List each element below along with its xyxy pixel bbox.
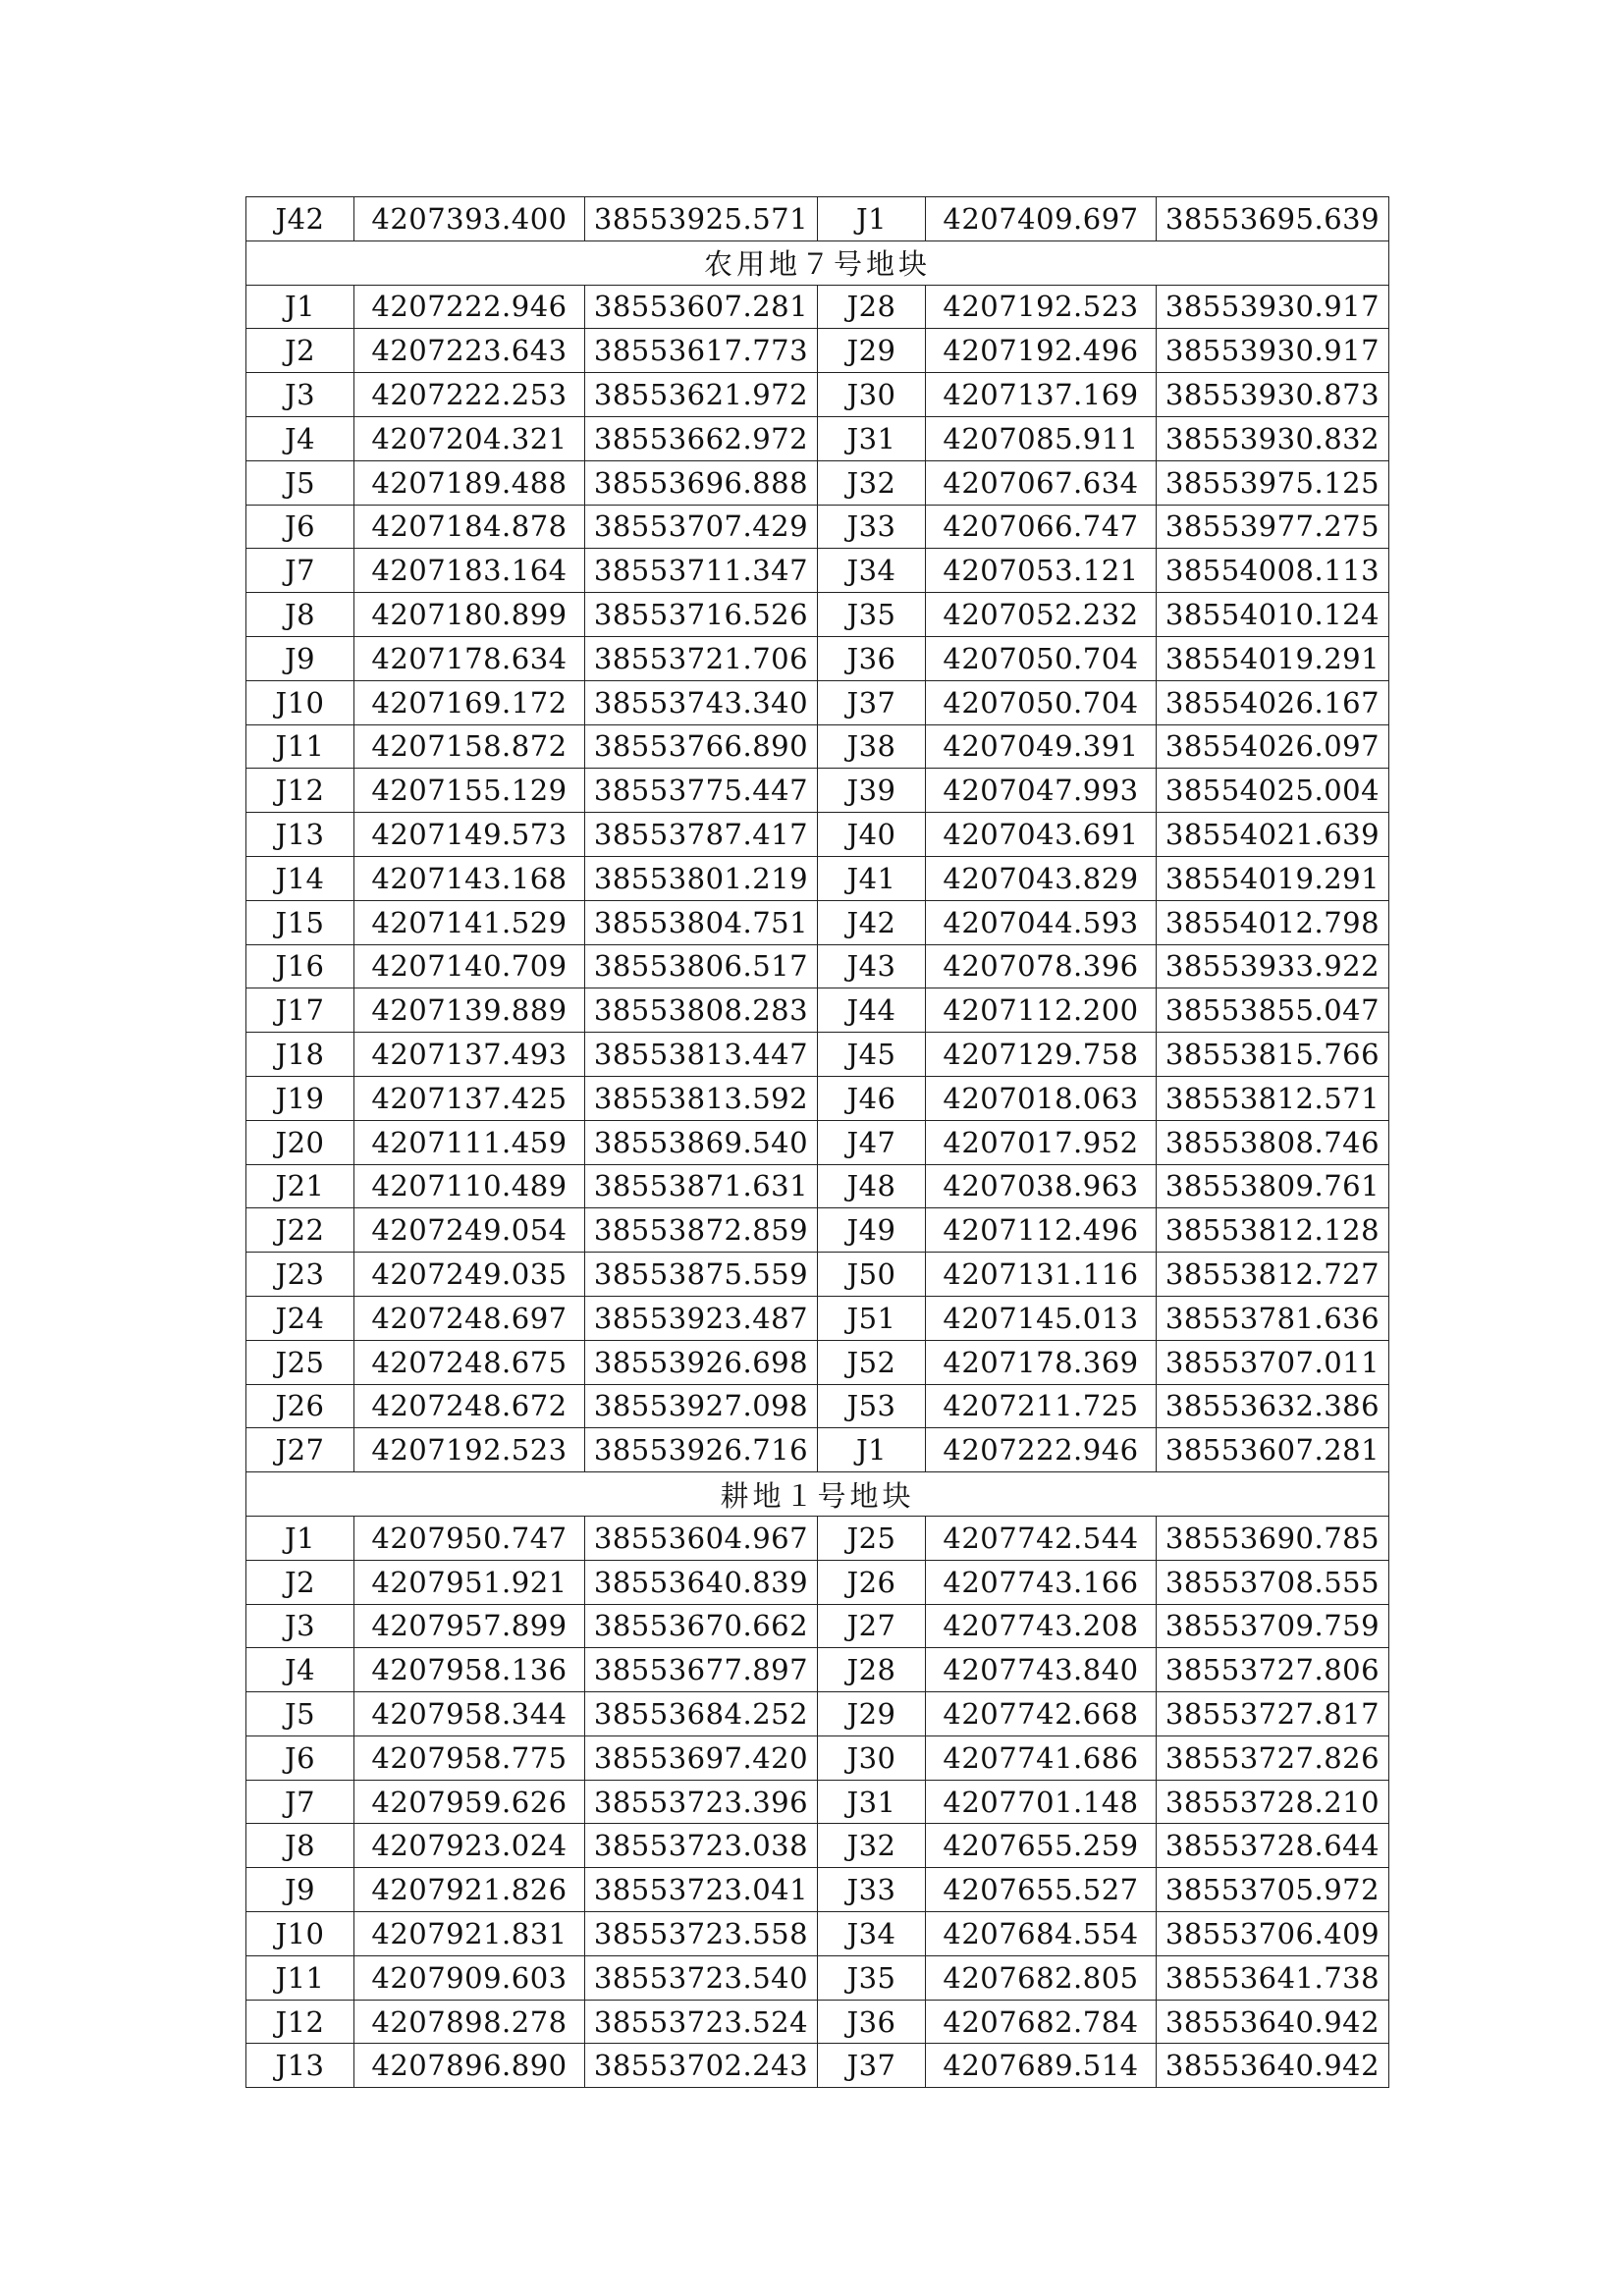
y-coordinate-cell: 38553801.219: [585, 856, 818, 900]
point-id-cell: J12: [246, 2000, 354, 2044]
y-coordinate-cell: 38553869.540: [585, 1120, 818, 1164]
x-coordinate-cell: 4207393.400: [354, 197, 585, 241]
point-id-cell: J6: [246, 505, 354, 549]
point-id-cell: J43: [818, 944, 926, 988]
point-id-cell: J45: [818, 1033, 926, 1077]
y-coordinate-cell: 38553781.636: [1157, 1296, 1389, 1340]
x-coordinate-cell: 4207112.496: [926, 1208, 1157, 1253]
x-coordinate-cell: 4207958.775: [354, 1735, 585, 1780]
y-coordinate-cell: 38553775.447: [585, 769, 818, 813]
x-coordinate-cell: 4207178.634: [354, 636, 585, 680]
point-id-cell: J25: [246, 1340, 354, 1384]
x-coordinate-cell: 4207741.686: [926, 1735, 1157, 1780]
y-coordinate-cell: 38553690.785: [1157, 1516, 1389, 1560]
table-row: [246, 1735, 1389, 1780]
y-coordinate-cell: 38553708.555: [1157, 1560, 1389, 1604]
point-id-cell: J1: [818, 1428, 926, 1472]
x-coordinate-cell: 4207682.805: [926, 1955, 1157, 2000]
table-row: [246, 1296, 1389, 1340]
y-coordinate-cell: 38553806.517: [585, 944, 818, 988]
x-coordinate-cell: 4207050.704: [926, 636, 1157, 680]
y-coordinate-cell: 38553707.429: [585, 505, 818, 549]
table-row: [246, 1033, 1389, 1077]
y-coordinate-cell: 38553640.942: [1157, 2044, 1389, 2088]
x-coordinate-cell: 4207017.952: [926, 1120, 1157, 1164]
x-coordinate-cell: 4207180.899: [354, 593, 585, 637]
point-id-cell: J37: [818, 680, 926, 724]
y-coordinate-cell: 38553702.243: [585, 2044, 818, 2088]
table-row: [246, 2044, 1389, 2088]
point-id-cell: J53: [818, 1384, 926, 1428]
x-coordinate-cell: 4207137.169: [926, 373, 1157, 417]
x-coordinate-cell: 4207110.489: [354, 1164, 585, 1208]
x-coordinate-cell: 4207921.826: [354, 1868, 585, 1912]
point-id-cell: J38: [818, 724, 926, 769]
y-coordinate-cell: 38553716.526: [585, 593, 818, 637]
point-id-cell: J7: [246, 549, 354, 593]
y-coordinate-cell: 38553707.011: [1157, 1340, 1389, 1384]
y-coordinate-cell: 38553813.447: [585, 1033, 818, 1077]
x-coordinate-cell: 4207921.831: [354, 1912, 585, 1956]
y-coordinate-cell: 38553930.873: [1157, 373, 1389, 417]
x-coordinate-cell: 4207959.626: [354, 1780, 585, 1824]
x-coordinate-cell: 4207249.054: [354, 1208, 585, 1253]
y-coordinate-cell: 38553607.281: [585, 285, 818, 329]
point-id-cell: J39: [818, 769, 926, 813]
point-id-cell: J7: [246, 1780, 354, 1824]
table-row: [246, 680, 1389, 724]
table-row: [246, 1912, 1389, 1956]
point-id-cell: J21: [246, 1164, 354, 1208]
x-coordinate-cell: 4207222.946: [354, 285, 585, 329]
y-coordinate-cell: 38553766.890: [585, 724, 818, 769]
table-row: [246, 416, 1389, 460]
y-coordinate-cell: 38553812.128: [1157, 1208, 1389, 1253]
x-coordinate-cell: 4207743.840: [926, 1648, 1157, 1692]
y-coordinate-cell: 38553743.340: [585, 680, 818, 724]
table-row: [246, 460, 1389, 505]
point-id-cell: J4: [246, 1648, 354, 1692]
y-coordinate-cell: 38553930.917: [1157, 285, 1389, 329]
y-coordinate-cell: 38553723.038: [585, 1824, 818, 1868]
y-coordinate-cell: 38553727.826: [1157, 1735, 1389, 1780]
y-coordinate-cell: 38553926.716: [585, 1428, 818, 1472]
point-id-cell: J11: [246, 1955, 354, 2000]
point-id-cell: J25: [818, 1516, 926, 1560]
point-id-cell: J30: [818, 1735, 926, 1780]
point-id-cell: J19: [246, 1076, 354, 1120]
point-id-cell: J1: [818, 197, 926, 241]
y-coordinate-cell: 38553723.396: [585, 1780, 818, 1824]
point-id-cell: J13: [246, 813, 354, 857]
point-id-cell: J47: [818, 1120, 926, 1164]
y-coordinate-cell: 38553728.644: [1157, 1824, 1389, 1868]
x-coordinate-cell: 4207143.168: [354, 856, 585, 900]
x-coordinate-cell: 4207950.747: [354, 1516, 585, 1560]
y-coordinate-cell: 38553930.917: [1157, 329, 1389, 373]
y-coordinate-cell: 38553815.766: [1157, 1033, 1389, 1077]
point-id-cell: J14: [246, 856, 354, 900]
x-coordinate-cell: 4207655.259: [926, 1824, 1157, 1868]
table-row: [246, 1076, 1389, 1120]
y-coordinate-cell: 38553695.639: [1157, 197, 1389, 241]
y-coordinate-cell: 38553927.098: [585, 1384, 818, 1428]
x-coordinate-cell: 4207958.344: [354, 1692, 585, 1736]
point-id-cell: J48: [818, 1164, 926, 1208]
y-coordinate-cell: 38553670.662: [585, 1604, 818, 1648]
y-coordinate-cell: 38553728.210: [1157, 1780, 1389, 1824]
table-row: [246, 724, 1389, 769]
point-id-cell: J32: [818, 1824, 926, 1868]
point-id-cell: J24: [246, 1296, 354, 1340]
table-row: [246, 549, 1389, 593]
y-coordinate-cell: 38553723.524: [585, 2000, 818, 2044]
y-coordinate-cell: 38553723.558: [585, 1912, 818, 1956]
y-coordinate-cell: 38553677.897: [585, 1648, 818, 1692]
table-row: [246, 1868, 1389, 1912]
x-coordinate-cell: 4207018.063: [926, 1076, 1157, 1120]
x-coordinate-cell: 4207145.013: [926, 1296, 1157, 1340]
point-id-cell: J31: [818, 1780, 926, 1824]
y-coordinate-cell: 38553923.487: [585, 1296, 818, 1340]
section-title: 耕地１号地块: [246, 1472, 1389, 1517]
point-id-cell: J35: [818, 593, 926, 637]
point-id-cell: J40: [818, 813, 926, 857]
y-coordinate-cell: 38553808.746: [1157, 1120, 1389, 1164]
point-id-cell: J27: [818, 1604, 926, 1648]
x-coordinate-cell: 4207223.643: [354, 329, 585, 373]
point-id-cell: J5: [246, 460, 354, 505]
point-id-cell: J9: [246, 1868, 354, 1912]
y-coordinate-cell: 38553855.047: [1157, 988, 1389, 1033]
x-coordinate-cell: 4207038.963: [926, 1164, 1157, 1208]
x-coordinate-cell: 4207211.725: [926, 1384, 1157, 1428]
y-coordinate-cell: 38553696.888: [585, 460, 818, 505]
x-coordinate-cell: 4207192.496: [926, 329, 1157, 373]
x-coordinate-cell: 4207050.704: [926, 680, 1157, 724]
y-coordinate-cell: 38553875.559: [585, 1253, 818, 1297]
point-id-cell: J28: [818, 1648, 926, 1692]
y-coordinate-cell: 38553709.759: [1157, 1604, 1389, 1648]
coordinate-table-body: [246, 197, 1389, 2088]
x-coordinate-cell: 4207898.278: [354, 2000, 585, 2044]
x-coordinate-cell: 4207111.459: [354, 1120, 585, 1164]
point-id-cell: J46: [818, 1076, 926, 1120]
x-coordinate-cell: 4207112.200: [926, 988, 1157, 1033]
point-id-cell: J31: [818, 416, 926, 460]
table-row: [246, 1208, 1389, 1253]
y-coordinate-cell: 38553727.817: [1157, 1692, 1389, 1736]
x-coordinate-cell: 4207078.396: [926, 944, 1157, 988]
point-id-cell: J42: [818, 900, 926, 944]
x-coordinate-cell: 4207066.747: [926, 505, 1157, 549]
x-coordinate-cell: 4207140.709: [354, 944, 585, 988]
x-coordinate-cell: 4207129.758: [926, 1033, 1157, 1077]
y-coordinate-cell: 38553617.773: [585, 329, 818, 373]
y-coordinate-cell: 38553706.409: [1157, 1912, 1389, 1956]
point-id-cell: J26: [246, 1384, 354, 1428]
table-row: [246, 856, 1389, 900]
y-coordinate-cell: 38553662.972: [585, 416, 818, 460]
point-id-cell: J2: [246, 329, 354, 373]
point-id-cell: J4: [246, 416, 354, 460]
y-coordinate-cell: 38553977.275: [1157, 505, 1389, 549]
x-coordinate-cell: 4207131.116: [926, 1253, 1157, 1297]
point-id-cell: J23: [246, 1253, 354, 1297]
point-id-cell: J22: [246, 1208, 354, 1253]
x-coordinate-cell: 4207689.514: [926, 2044, 1157, 2088]
x-coordinate-cell: 4207222.253: [354, 373, 585, 417]
table-row: [246, 1692, 1389, 1736]
y-coordinate-cell: 38554026.167: [1157, 680, 1389, 724]
point-id-cell: J32: [818, 460, 926, 505]
table-row: [246, 1955, 1389, 2000]
point-id-cell: J41: [818, 856, 926, 900]
y-coordinate-cell: 38553926.698: [585, 1340, 818, 1384]
table-row: [246, 1604, 1389, 1648]
y-coordinate-cell: 38553813.592: [585, 1076, 818, 1120]
point-id-cell: J49: [818, 1208, 926, 1253]
x-coordinate-cell: 4207742.544: [926, 1516, 1157, 1560]
y-coordinate-cell: 38554019.291: [1157, 856, 1389, 900]
y-coordinate-cell: 38553808.283: [585, 988, 818, 1033]
table-row: [246, 636, 1389, 680]
point-id-cell: J1: [246, 285, 354, 329]
y-coordinate-cell: 38553697.420: [585, 1735, 818, 1780]
x-coordinate-cell: 4207044.593: [926, 900, 1157, 944]
x-coordinate-cell: 4207169.172: [354, 680, 585, 724]
x-coordinate-cell: 4207409.697: [926, 197, 1157, 241]
x-coordinate-cell: 4207682.784: [926, 2000, 1157, 2044]
x-coordinate-cell: 4207052.232: [926, 593, 1157, 637]
point-id-cell: J13: [246, 2044, 354, 2088]
point-id-cell: J3: [246, 373, 354, 417]
x-coordinate-cell: 4207049.391: [926, 724, 1157, 769]
x-coordinate-cell: 4207248.672: [354, 1384, 585, 1428]
table-row: [246, 197, 1389, 241]
y-coordinate-cell: 38553812.571: [1157, 1076, 1389, 1120]
table-row: [246, 505, 1389, 549]
point-id-cell: J17: [246, 988, 354, 1033]
point-id-cell: J27: [246, 1428, 354, 1472]
x-coordinate-cell: 4207701.148: [926, 1780, 1157, 1824]
point-id-cell: J15: [246, 900, 354, 944]
y-coordinate-cell: 38553705.972: [1157, 1868, 1389, 1912]
x-coordinate-cell: 4207248.697: [354, 1296, 585, 1340]
y-coordinate-cell: 38554010.124: [1157, 593, 1389, 637]
x-coordinate-cell: 4207951.921: [354, 1560, 585, 1604]
y-coordinate-cell: 38553621.972: [585, 373, 818, 417]
x-coordinate-cell: 4207192.523: [354, 1428, 585, 1472]
table-row: [246, 593, 1389, 637]
point-id-cell: J8: [246, 593, 354, 637]
x-coordinate-cell: 4207137.425: [354, 1076, 585, 1120]
y-coordinate-cell: 38553975.125: [1157, 460, 1389, 505]
y-coordinate-cell: 38553812.727: [1157, 1253, 1389, 1297]
point-id-cell: J34: [818, 1912, 926, 1956]
y-coordinate-cell: 38553809.761: [1157, 1164, 1389, 1208]
x-coordinate-cell: 4207743.166: [926, 1560, 1157, 1604]
y-coordinate-cell: 38553641.738: [1157, 1955, 1389, 2000]
point-id-cell: J11: [246, 724, 354, 769]
point-id-cell: J42: [246, 197, 354, 241]
table-row: [246, 2000, 1389, 2044]
x-coordinate-cell: 4207158.872: [354, 724, 585, 769]
y-coordinate-cell: 38554019.291: [1157, 636, 1389, 680]
table-row: [246, 1164, 1389, 1208]
y-coordinate-cell: 38553872.859: [585, 1208, 818, 1253]
y-coordinate-cell: 38554025.004: [1157, 769, 1389, 813]
point-id-cell: J28: [818, 285, 926, 329]
section-title: 农用地７号地块: [246, 240, 1389, 285]
x-coordinate-cell: 4207178.369: [926, 1340, 1157, 1384]
point-id-cell: J35: [818, 1955, 926, 2000]
y-coordinate-cell: 38554026.097: [1157, 724, 1389, 769]
table-row: [246, 813, 1389, 857]
x-coordinate-cell: 4207204.321: [354, 416, 585, 460]
x-coordinate-cell: 4207085.911: [926, 416, 1157, 460]
table-row: [246, 1516, 1389, 1560]
point-id-cell: J33: [818, 1868, 926, 1912]
y-coordinate-cell: 38553604.967: [585, 1516, 818, 1560]
table-row: [246, 329, 1389, 373]
point-id-cell: J3: [246, 1604, 354, 1648]
point-id-cell: J36: [818, 636, 926, 680]
y-coordinate-cell: 38554021.639: [1157, 813, 1389, 857]
table-row: [246, 1824, 1389, 1868]
point-id-cell: J34: [818, 549, 926, 593]
x-coordinate-cell: 4207743.208: [926, 1604, 1157, 1648]
x-coordinate-cell: 4207137.493: [354, 1033, 585, 1077]
point-id-cell: J52: [818, 1340, 926, 1384]
y-coordinate-cell: 38553933.922: [1157, 944, 1389, 988]
x-coordinate-cell: 4207742.668: [926, 1692, 1157, 1736]
x-coordinate-cell: 4207149.573: [354, 813, 585, 857]
x-coordinate-cell: 4207896.890: [354, 2044, 585, 2088]
y-coordinate-cell: 38553711.347: [585, 549, 818, 593]
x-coordinate-cell: 4207139.889: [354, 988, 585, 1033]
point-id-cell: J29: [818, 329, 926, 373]
x-coordinate-cell: 4207655.527: [926, 1868, 1157, 1912]
point-id-cell: J20: [246, 1120, 354, 1164]
point-id-cell: J51: [818, 1296, 926, 1340]
table-row: [246, 373, 1389, 417]
table-row: [246, 1120, 1389, 1164]
x-coordinate-cell: 4207183.164: [354, 549, 585, 593]
point-id-cell: J26: [818, 1560, 926, 1604]
point-id-cell: J2: [246, 1560, 354, 1604]
point-id-cell: J30: [818, 373, 926, 417]
table-row: [246, 944, 1389, 988]
table-row: [246, 988, 1389, 1033]
x-coordinate-cell: 4207043.829: [926, 856, 1157, 900]
point-id-cell: J36: [818, 2000, 926, 2044]
y-coordinate-cell: 38553871.631: [585, 1164, 818, 1208]
section-row: [246, 1472, 1389, 1517]
table-row: [246, 1780, 1389, 1824]
y-coordinate-cell: 38553804.751: [585, 900, 818, 944]
y-coordinate-cell: 38553632.386: [1157, 1384, 1389, 1428]
x-coordinate-cell: 4207909.603: [354, 1955, 585, 2000]
section-row: [246, 240, 1389, 285]
x-coordinate-cell: 4207684.554: [926, 1912, 1157, 1956]
point-id-cell: J12: [246, 769, 354, 813]
y-coordinate-cell: 38553721.706: [585, 636, 818, 680]
table-row: [246, 1648, 1389, 1692]
y-coordinate-cell: 38554008.113: [1157, 549, 1389, 593]
y-coordinate-cell: 38554012.798: [1157, 900, 1389, 944]
point-id-cell: J33: [818, 505, 926, 549]
x-coordinate-cell: 4207043.691: [926, 813, 1157, 857]
y-coordinate-cell: 38553640.942: [1157, 2000, 1389, 2044]
y-coordinate-cell: 38553607.281: [1157, 1428, 1389, 1472]
x-coordinate-cell: 4207957.899: [354, 1604, 585, 1648]
y-coordinate-cell: 38553787.417: [585, 813, 818, 857]
point-id-cell: J9: [246, 636, 354, 680]
point-id-cell: J5: [246, 1692, 354, 1736]
x-coordinate-cell: 4207248.675: [354, 1340, 585, 1384]
table-row: [246, 1560, 1389, 1604]
point-id-cell: J44: [818, 988, 926, 1033]
table-row: [246, 900, 1389, 944]
x-coordinate-cell: 4207141.529: [354, 900, 585, 944]
table-row: [246, 285, 1389, 329]
point-id-cell: J10: [246, 1912, 354, 1956]
point-id-cell: J16: [246, 944, 354, 988]
point-id-cell: J18: [246, 1033, 354, 1077]
x-coordinate-cell: 4207189.488: [354, 460, 585, 505]
table-row: [246, 1253, 1389, 1297]
x-coordinate-cell: 4207155.129: [354, 769, 585, 813]
y-coordinate-cell: 38553930.832: [1157, 416, 1389, 460]
x-coordinate-cell: 4207047.993: [926, 769, 1157, 813]
y-coordinate-cell: 38553640.839: [585, 1560, 818, 1604]
x-coordinate-cell: 4207184.878: [354, 505, 585, 549]
y-coordinate-cell: 38553723.041: [585, 1868, 818, 1912]
y-coordinate-cell: 38553684.252: [585, 1692, 818, 1736]
point-id-cell: J8: [246, 1824, 354, 1868]
point-id-cell: J37: [818, 2044, 926, 2088]
point-id-cell: J10: [246, 680, 354, 724]
table-row: [246, 1428, 1389, 1472]
point-id-cell: J6: [246, 1735, 354, 1780]
x-coordinate-cell: 4207958.136: [354, 1648, 585, 1692]
table-row: [246, 1340, 1389, 1384]
y-coordinate-cell: 38553925.571: [585, 197, 818, 241]
x-coordinate-cell: 4207222.946: [926, 1428, 1157, 1472]
point-id-cell: J29: [818, 1692, 926, 1736]
y-coordinate-cell: 38553727.806: [1157, 1648, 1389, 1692]
table-row: [246, 1384, 1389, 1428]
point-id-cell: J1: [246, 1516, 354, 1560]
x-coordinate-cell: 4207249.035: [354, 1253, 585, 1297]
y-coordinate-cell: 38553723.540: [585, 1955, 818, 2000]
x-coordinate-cell: 4207192.523: [926, 285, 1157, 329]
point-id-cell: J50: [818, 1253, 926, 1297]
x-coordinate-cell: 4207053.121: [926, 549, 1157, 593]
coordinate-table: [245, 196, 1389, 2088]
table-row: [246, 769, 1389, 813]
x-coordinate-cell: 4207067.634: [926, 460, 1157, 505]
x-coordinate-cell: 4207923.024: [354, 1824, 585, 1868]
